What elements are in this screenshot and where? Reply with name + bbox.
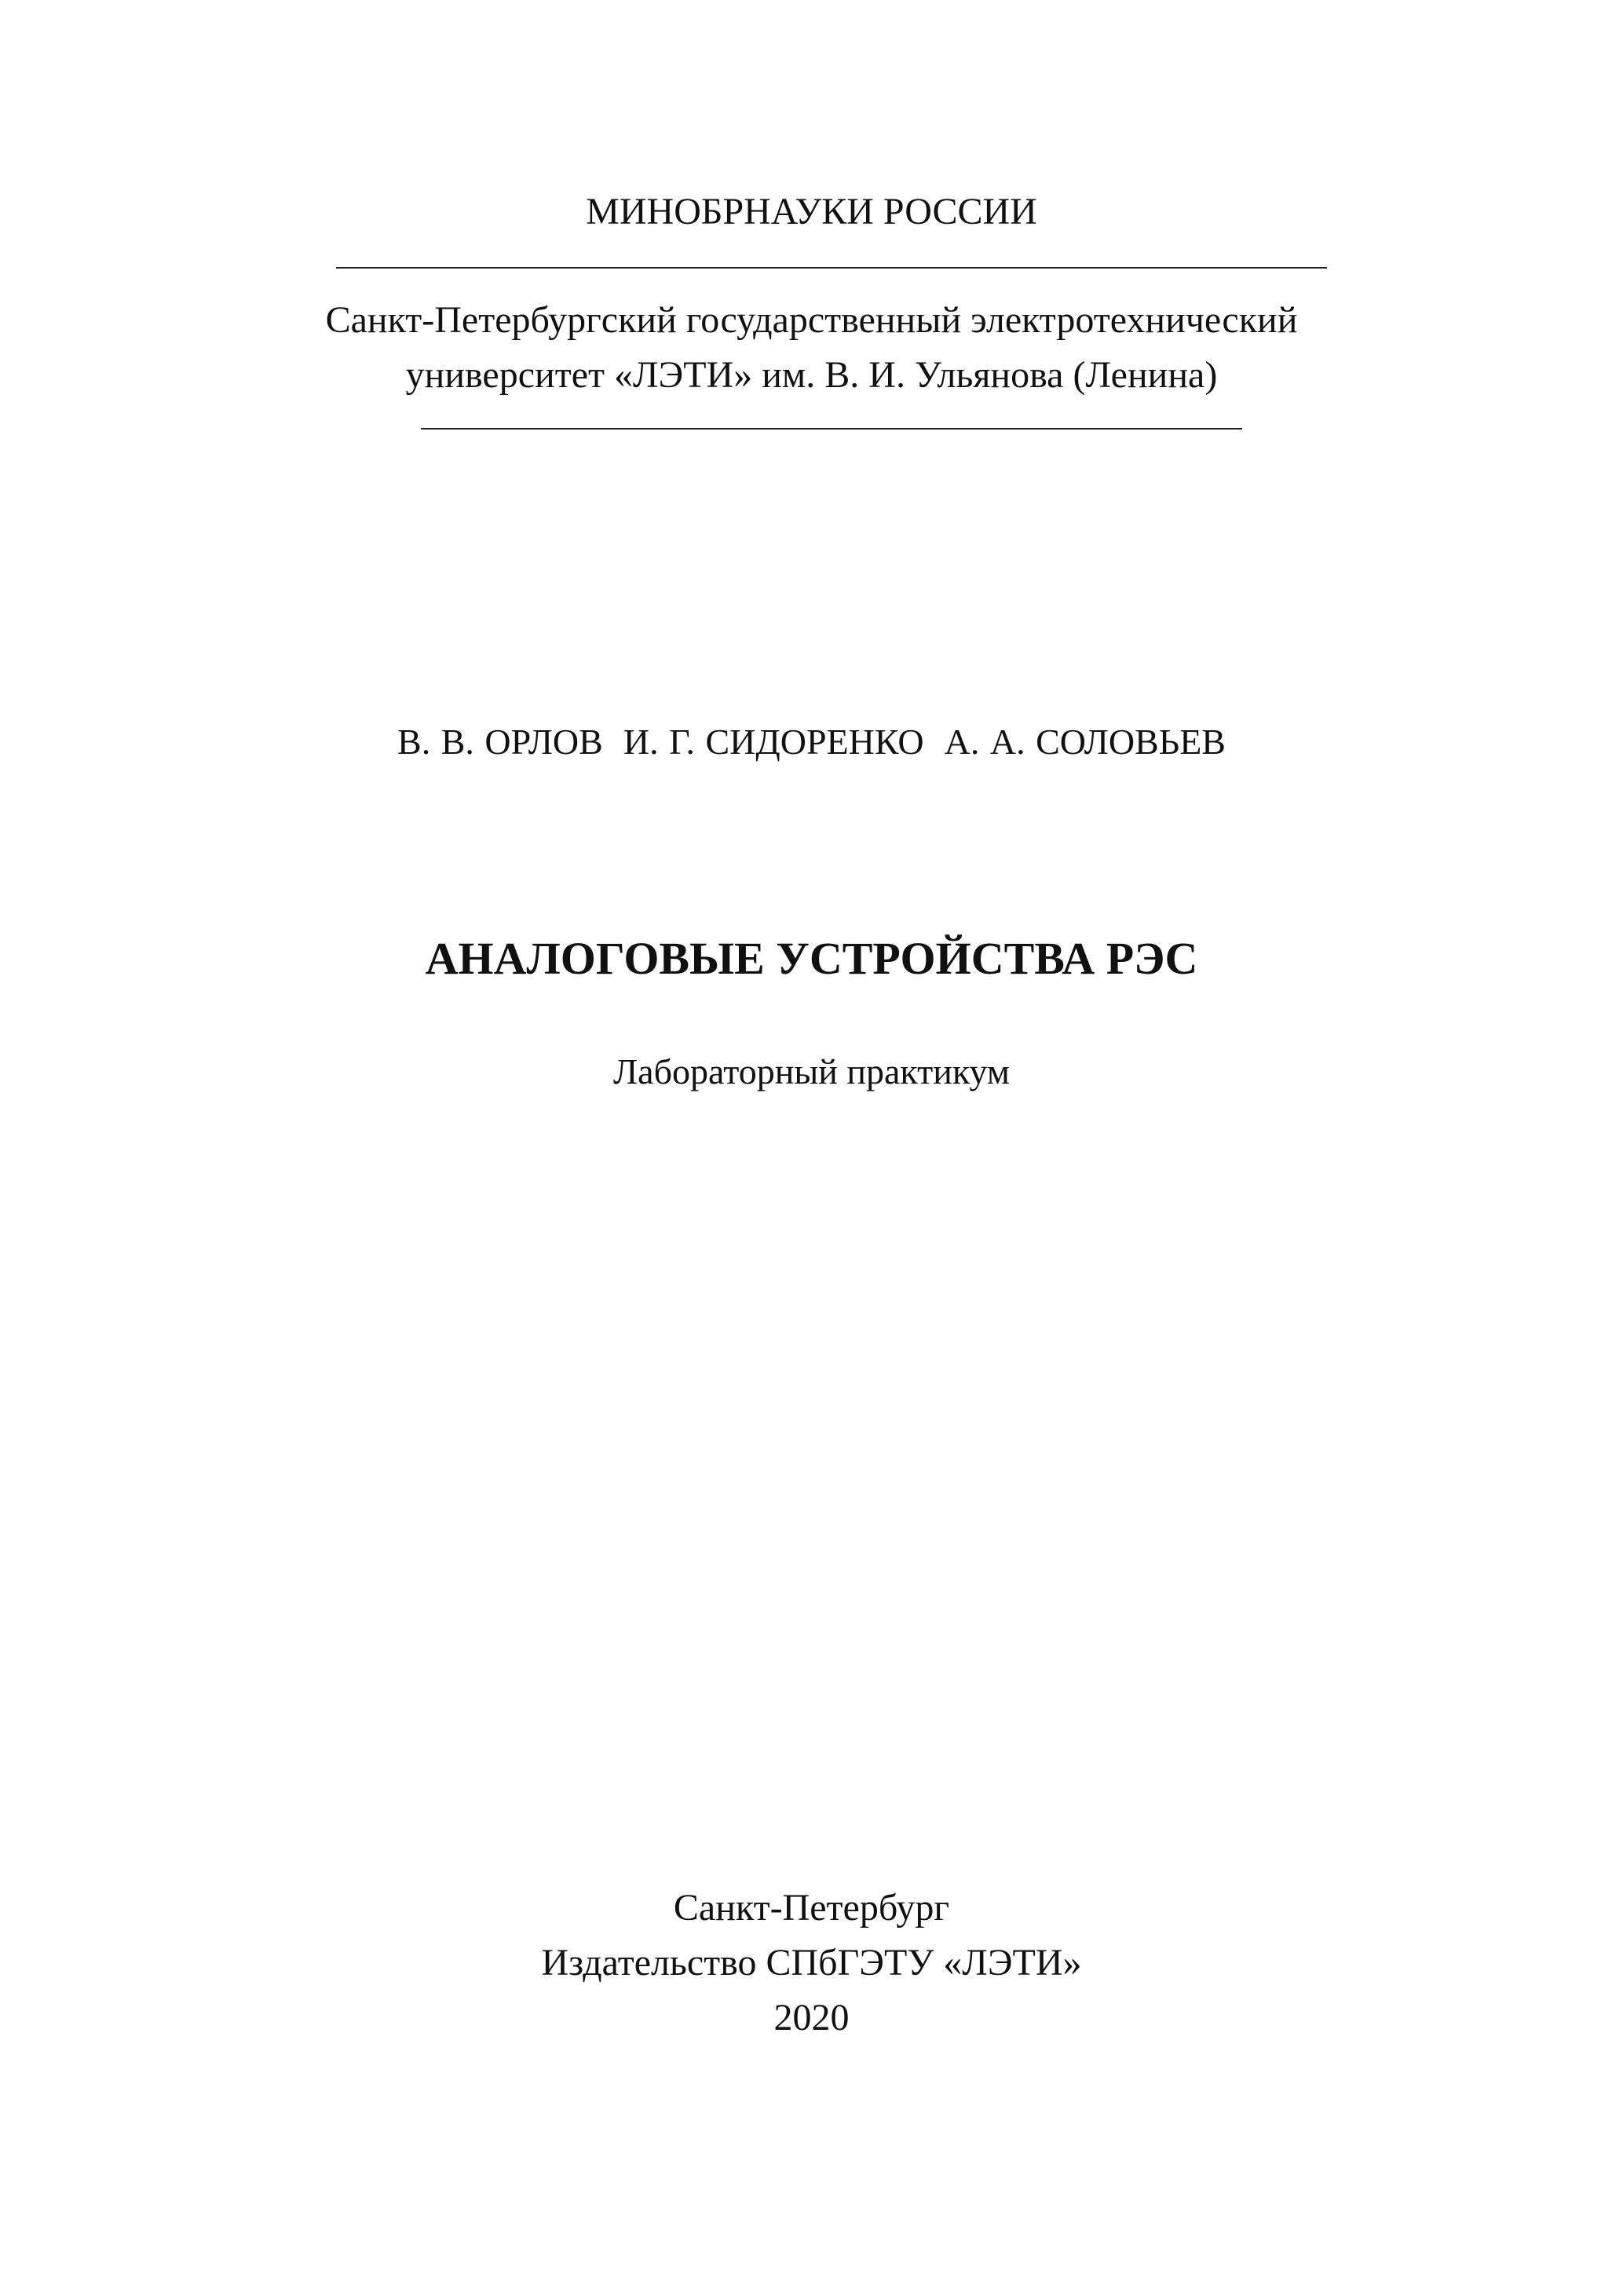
author-1: В. В. ОРЛОВ xyxy=(397,722,603,762)
university-name-line-1: Санкт-Петербургский государственный электротехнический xyxy=(325,299,1298,341)
header-rule-bottom xyxy=(421,428,1242,430)
imprint-city: Санкт-Петербург xyxy=(673,1887,950,1929)
author-3: А. А. СОЛОВЬЕВ xyxy=(944,722,1226,762)
book-title: АНАЛОГОВЫЕ УСТРОЙСТВА РЭС xyxy=(425,933,1198,984)
authors-line xyxy=(0,718,1623,766)
ministry-name: МИНОБРНАУКИ РОССИИ xyxy=(586,191,1037,232)
imprint-publisher: Издательство СПбГЭТУ «ЛЭТИ» xyxy=(541,1942,1082,1983)
author-2: И. Г. СИДОРЕНКО xyxy=(623,722,924,762)
imprint-year: 2020 xyxy=(773,1997,850,2038)
book-subtitle: Лабораторный практикум xyxy=(612,1051,1011,1091)
university-name-line-2: университет «ЛЭТИ» им. В. И. Ульянова (Ленина) xyxy=(405,354,1218,396)
header-rule-top xyxy=(336,267,1327,269)
